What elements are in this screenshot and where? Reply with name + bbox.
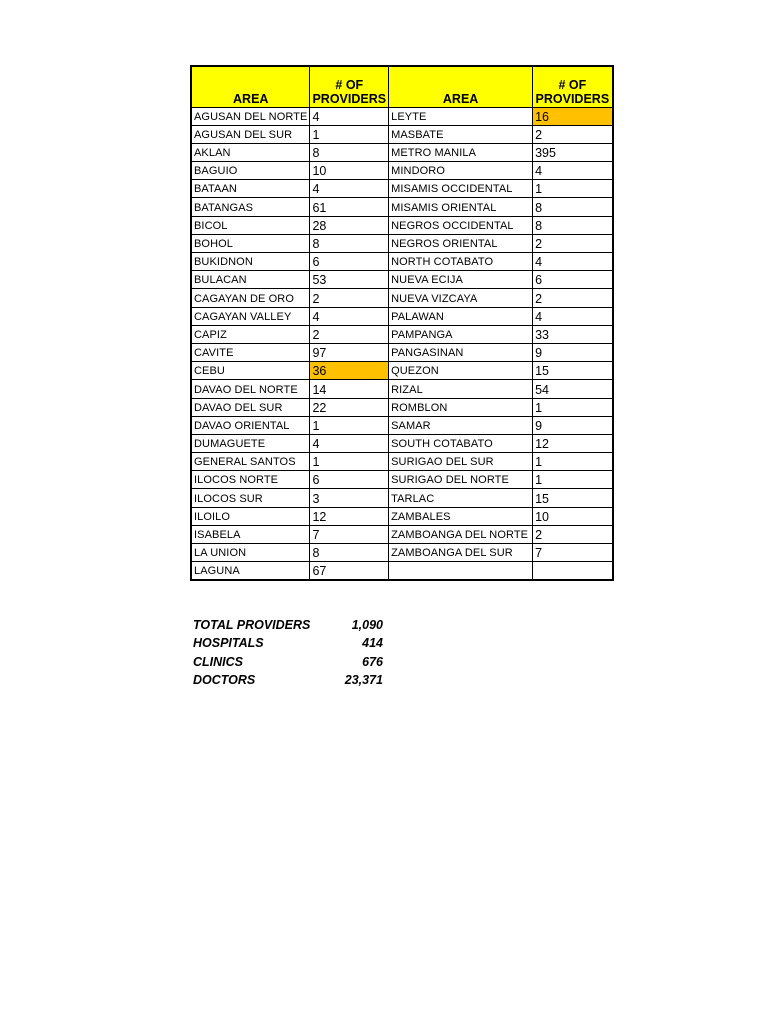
providers-right-cell: 2 <box>533 234 613 252</box>
table-row <box>191 434 613 452</box>
area-left-cell: AGUSAN DEL NORTE <box>191 107 310 125</box>
area-left-cell: DUMAGUETE <box>191 434 310 452</box>
area-right-cell: SURIGAO DEL SUR <box>389 453 533 471</box>
providers-left-cell: 8 <box>310 234 389 252</box>
providers-right-cell: 8 <box>533 216 613 234</box>
header-providers-right: # OF PROVIDERS <box>533 66 613 107</box>
providers-left-cell: 2 <box>310 325 389 343</box>
providers-left-cell: 8 <box>310 544 389 562</box>
providers-right-cell: 15 <box>533 489 613 507</box>
table-row <box>191 107 613 125</box>
providers-left-cell: 36 <box>310 362 389 380</box>
table-row <box>191 489 613 507</box>
area-right-cell: ZAMBOANGA DEL NORTE <box>389 525 533 543</box>
header-area-left: AREA <box>191 66 310 107</box>
table-row <box>191 380 613 398</box>
table-row <box>191 289 613 307</box>
summary-label: CLINICS <box>193 654 243 669</box>
providers-left-cell: 4 <box>310 180 389 198</box>
area-right-cell: NEGROS ORIENTAL <box>389 234 533 252</box>
providers-left-cell: 28 <box>310 216 389 234</box>
area-right-cell: PAMPANGA <box>389 325 533 343</box>
providers-left-cell: 6 <box>310 253 389 271</box>
table-row <box>191 398 613 416</box>
providers-left-cell: 12 <box>310 507 389 525</box>
area-right-cell: MISAMIS ORIENTAL <box>389 198 533 216</box>
area-left-cell: AKLAN <box>191 143 310 161</box>
providers-left-cell: 61 <box>310 198 389 216</box>
area-left-cell: CAGAYAN DE ORO <box>191 289 310 307</box>
summary-label: TOTAL PROVIDERS <box>193 618 311 632</box>
summary-block <box>193 616 383 689</box>
area-right-cell: SAMAR <box>389 416 533 434</box>
providers-right-cell: 2 <box>533 289 613 307</box>
area-right-cell: ROMBLON <box>389 398 533 416</box>
summary-label: DOCTORS <box>193 672 256 687</box>
area-right-cell: METRO MANILA <box>389 143 533 161</box>
providers-left-cell: 1 <box>310 125 389 143</box>
providers-right-cell: 4 <box>533 162 613 180</box>
table-row <box>191 216 613 234</box>
area-left-cell: ILOCOS NORTE <box>191 471 310 489</box>
table-row <box>191 198 613 216</box>
providers-left-cell: 4 <box>310 434 389 452</box>
area-right-cell: PANGASINAN <box>389 343 533 361</box>
providers-right-cell: 10 <box>533 507 613 525</box>
table-row <box>191 362 613 380</box>
table-row <box>191 507 613 525</box>
area-left-cell: GENERAL SANTOS <box>191 453 310 471</box>
area-left-cell: BICOL <box>191 216 310 234</box>
area-right-cell: NORTH COTABATO <box>389 253 533 271</box>
area-left-cell: CAVITE <box>191 343 310 361</box>
summary-row <box>193 671 383 689</box>
providers-left-cell: 2 <box>310 289 389 307</box>
providers-right-cell: 54 <box>533 380 613 398</box>
area-right-cell: SURIGAO DEL NORTE <box>389 471 533 489</box>
providers-table <box>190 65 614 581</box>
providers-left-cell: 7 <box>310 525 389 543</box>
summary-value: 676 <box>362 654 383 669</box>
area-right-cell: PALAWAN <box>389 307 533 325</box>
providers-left-cell: 1 <box>310 453 389 471</box>
area-left-cell: ILOCOS SUR <box>191 489 310 507</box>
area-right-cell: MISAMIS OCCIDENTAL <box>389 180 533 198</box>
providers-left-cell: 8 <box>310 143 389 161</box>
providers-right-cell: 4 <box>533 307 613 325</box>
area-right-cell: MASBATE <box>389 125 533 143</box>
providers-right-cell: 9 <box>533 343 613 361</box>
table-row <box>191 253 613 271</box>
providers-left-cell: 97 <box>310 343 389 361</box>
header-providers-left: # OF PROVIDERS <box>310 66 389 107</box>
area-left-cell: ILOILO <box>191 507 310 525</box>
summary-value: 1,090 <box>351 618 383 632</box>
providers-right-cell: 15 <box>533 362 613 380</box>
summary-row <box>193 653 383 671</box>
providers-right-cell <box>533 562 613 580</box>
providers-right-cell: 7 <box>533 544 613 562</box>
providers-right-cell: 9 <box>533 416 613 434</box>
area-right-cell: NEGROS OCCIDENTAL <box>389 216 533 234</box>
providers-right-cell: 6 <box>533 271 613 289</box>
area-left-cell: BOHOL <box>191 234 310 252</box>
table-row <box>191 416 613 434</box>
providers-left-cell: 6 <box>310 471 389 489</box>
area-left-cell: BATANGAS <box>191 198 310 216</box>
table-row <box>191 307 613 325</box>
summary-value: 23,371 <box>344 672 383 687</box>
area-left-cell: DAVAO DEL NORTE <box>191 380 310 398</box>
area-left-cell: BATAAN <box>191 180 310 198</box>
providers-right-cell: 1 <box>533 471 613 489</box>
providers-right-cell: 2 <box>533 525 613 543</box>
table-row <box>191 453 613 471</box>
providers-right-cell: 1 <box>533 180 613 198</box>
table-row <box>191 544 613 562</box>
area-right-cell: TARLAC <box>389 489 533 507</box>
table-row <box>191 143 613 161</box>
providers-left-cell: 22 <box>310 398 389 416</box>
area-left-cell: BAGUIO <box>191 162 310 180</box>
area-right-cell: MINDORO <box>389 162 533 180</box>
area-left-cell: LAGUNA <box>191 562 310 580</box>
area-left-cell: CEBU <box>191 362 310 380</box>
area-left-cell: DAVAO ORIENTAL <box>191 416 310 434</box>
area-right-cell: NUEVA VIZCAYA <box>389 289 533 307</box>
area-right-cell: QUEZON <box>389 362 533 380</box>
area-right-cell: ZAMBOANGA DEL SUR <box>389 544 533 562</box>
area-left-cell: BULACAN <box>191 271 310 289</box>
area-right-cell <box>389 562 533 580</box>
providers-right-cell: 2 <box>533 125 613 143</box>
table-row <box>191 125 613 143</box>
providers-right-cell: 395 <box>533 143 613 161</box>
summary-value: 414 <box>362 636 383 651</box>
summary-row <box>193 634 383 652</box>
providers-right-cell: 8 <box>533 198 613 216</box>
table-row <box>191 325 613 343</box>
area-right-cell: SOUTH COTABATO <box>389 434 533 452</box>
area-right-cell: NUEVA ECIJA <box>389 271 533 289</box>
providers-left-cell: 1 <box>310 416 389 434</box>
area-left-cell: CAPIZ <box>191 325 310 343</box>
table-row <box>191 525 613 543</box>
table-row <box>191 162 613 180</box>
providers-right-cell: 33 <box>533 325 613 343</box>
providers-right-cell: 16 <box>533 107 613 125</box>
area-left-cell: CAGAYAN VALLEY <box>191 307 310 325</box>
area-right-cell: ZAMBALES <box>389 507 533 525</box>
providers-right-cell: 1 <box>533 398 613 416</box>
providers-left-cell: 3 <box>310 489 389 507</box>
table-row <box>191 271 613 289</box>
header-area-right: AREA <box>389 66 533 107</box>
area-right-cell: RIZAL <box>389 380 533 398</box>
summary-label: HOSPITALS <box>193 636 264 651</box>
providers-left-cell: 53 <box>310 271 389 289</box>
table-row <box>191 234 613 252</box>
area-right-cell: LEYTE <box>389 107 533 125</box>
area-left-cell: AGUSAN DEL SUR <box>191 125 310 143</box>
area-left-cell: BUKIDNON <box>191 253 310 271</box>
area-left-cell: DAVAO DEL SUR <box>191 398 310 416</box>
providers-right-cell: 12 <box>533 434 613 452</box>
area-left-cell: ISABELA <box>191 525 310 543</box>
providers-left-cell: 14 <box>310 380 389 398</box>
providers-left-cell: 10 <box>310 162 389 180</box>
table-row <box>191 343 613 361</box>
table-row <box>191 562 613 580</box>
providers-left-cell: 4 <box>310 107 389 125</box>
providers-right-cell: 4 <box>533 253 613 271</box>
area-left-cell: LA UNION <box>191 544 310 562</box>
table-row <box>191 471 613 489</box>
table-row <box>191 180 613 198</box>
providers-left-cell: 67 <box>310 562 389 580</box>
header-row <box>191 66 613 107</box>
providers-right-cell: 1 <box>533 453 613 471</box>
providers-left-cell: 4 <box>310 307 389 325</box>
summary-row <box>193 616 383 634</box>
